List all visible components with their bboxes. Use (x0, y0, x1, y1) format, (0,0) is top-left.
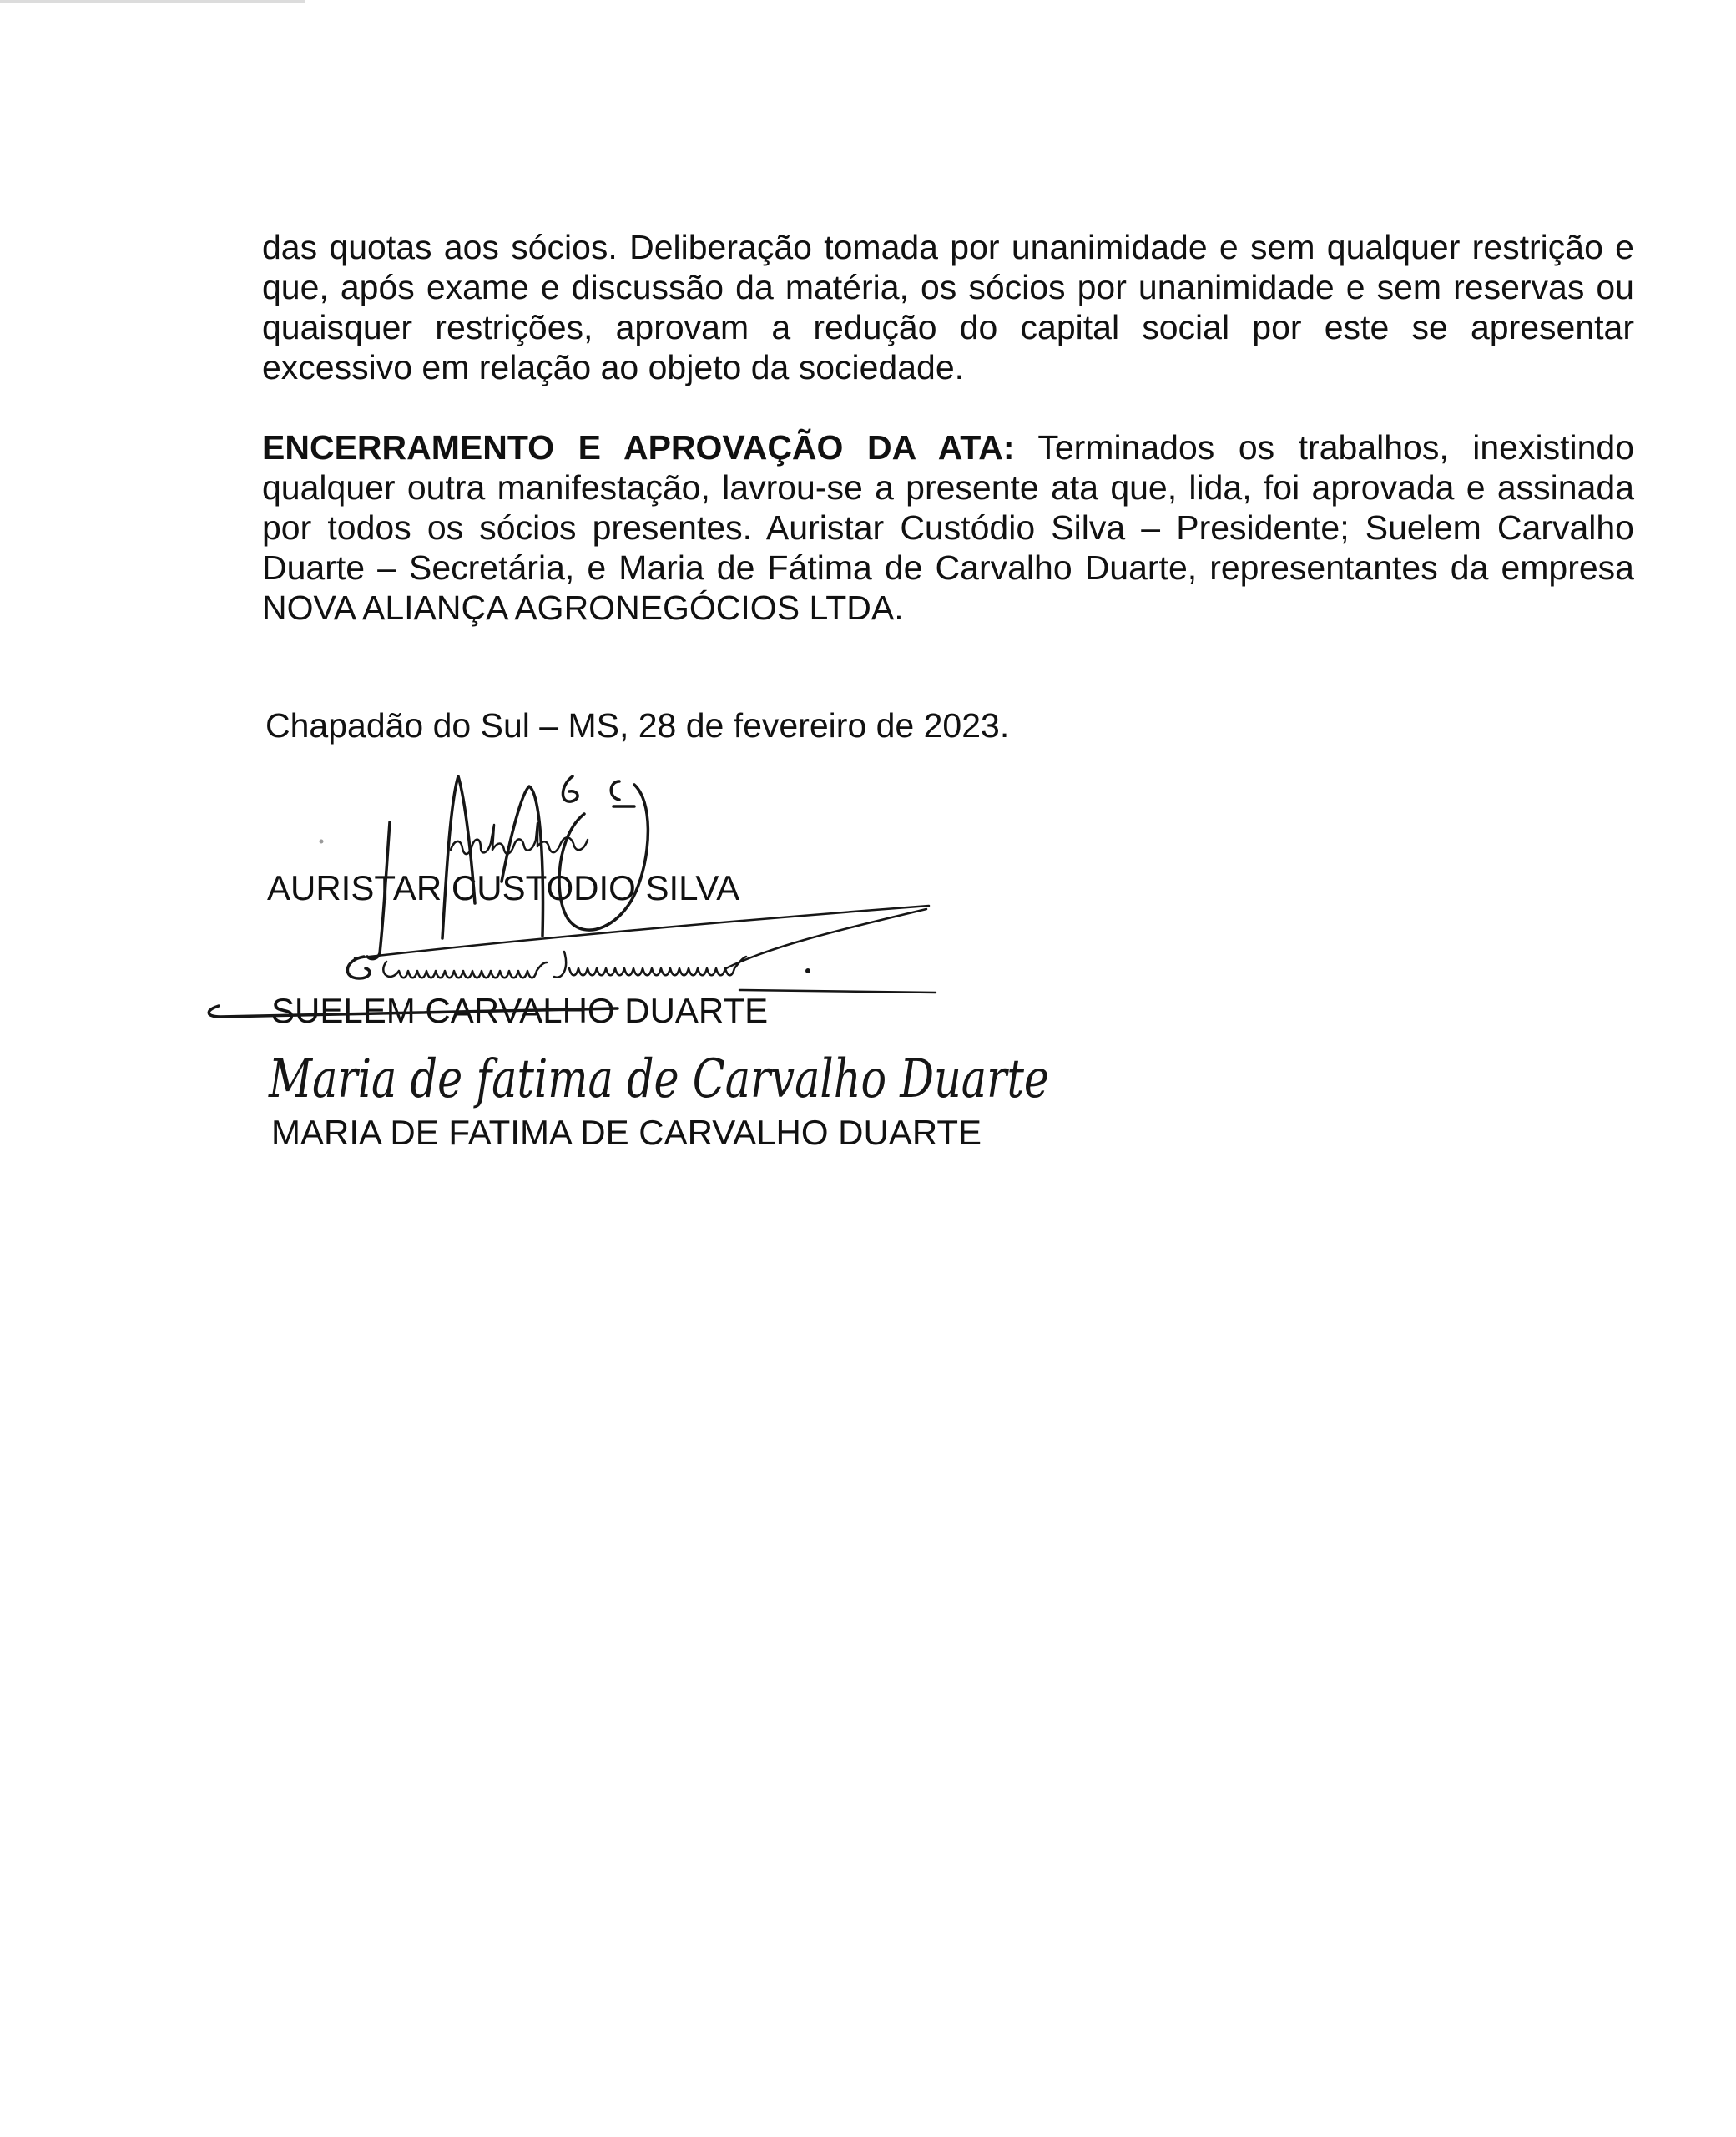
section-heading: ENCERRAMENTO E APROVAÇÃO DA ATA: (262, 428, 1015, 467)
paragraph-closing (262, 427, 1634, 628)
paragraph-line: excessivo em relação ao objeto da sociedade. (262, 348, 965, 386)
handwritten-signature-text: Maria de fatima de Carvalho Duarte (268, 1048, 1049, 1110)
signature-stroke (442, 776, 475, 938)
signature-stroke (726, 909, 926, 968)
signature-stroke (502, 786, 542, 936)
signature-stroke (739, 990, 936, 993)
place-and-date: Chapadão do Sul – MS, 28 de fevereiro de 2023. (265, 706, 1010, 745)
signatory-name-maria: MARIA DE FATIMA DE CARVALHO DUARTE (271, 1113, 982, 1152)
paragraph-line-text: Terminados os trabalhos, inexistindo (1037, 428, 1634, 467)
signatory-name-suelem: SUELEM CARVALHO DUARTE (271, 991, 769, 1030)
ink-speck (320, 840, 324, 844)
paragraph-capital-reduction (262, 227, 1634, 387)
paragraph-line: das quotas aos sócios. Deliberação tomada por unanimidade e sem qualquer restrição e (262, 228, 1634, 266)
signature-stroke (347, 957, 370, 978)
signature-stroke (611, 781, 634, 806)
paragraph-line: que, após exame e discussão da matéria, os sócios por unanimidade e sem reservas ou (262, 268, 1634, 306)
paragraph-line: por todos os sócios presentes. Auristar Custódio Silva – Presidente; Suelem Carvalho (262, 508, 1634, 547)
signatory-name-auristar: AURISTAR CUSTODIO SILVA (267, 868, 740, 907)
paragraph-line: qualquer outra manifestação, lavrou-se a presente ata que, lida, foi aprovada e assinada (262, 468, 1634, 507)
signature-stroke (383, 962, 547, 978)
signature-stroke (554, 952, 746, 978)
scan-edge-mark (0, 0, 305, 3)
paragraph-line: quaisquer restrições, aprovam a redução do capital social por este se apresentar (262, 308, 1634, 346)
paragraph-line: NOVA ALIANÇA AGRONEGÓCIOS LTDA. (262, 589, 904, 627)
signature-stroke (563, 776, 578, 801)
signature-stroke (355, 906, 929, 958)
signature-stroke (451, 823, 588, 854)
ink-dot (805, 968, 810, 973)
paragraph-line (262, 427, 1634, 467)
paragraph-line: Duarte – Secretária, e Maria de Fátima de Carvalho Duarte, representantes da empresa (262, 548, 1634, 587)
